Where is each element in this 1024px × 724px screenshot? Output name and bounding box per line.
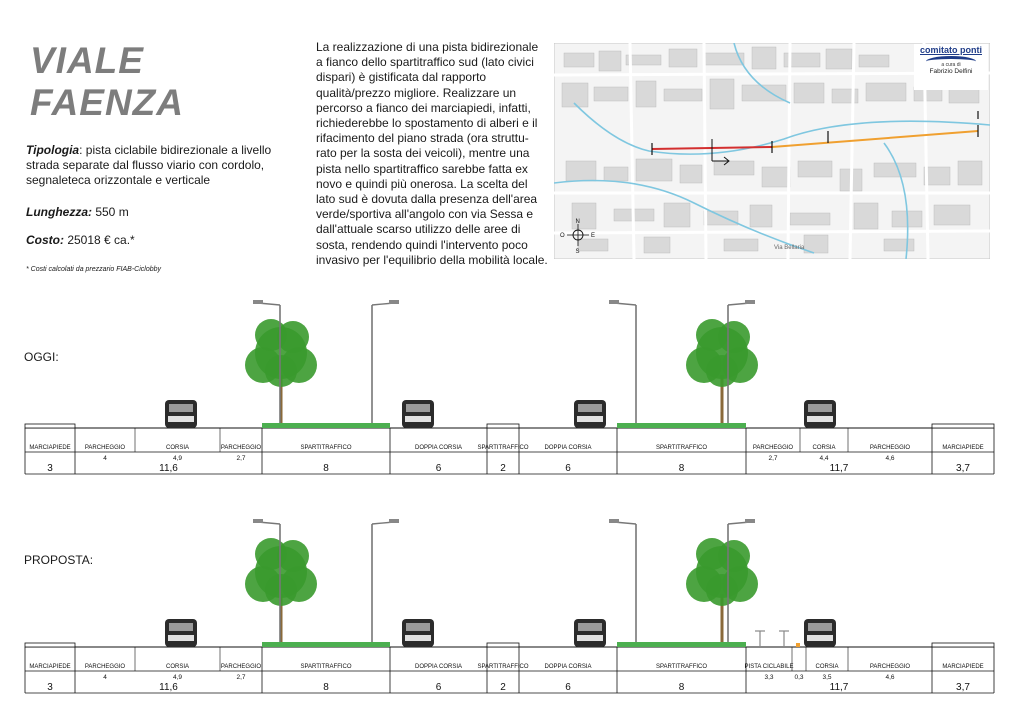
zone-label: DOPPIA CORSIA	[544, 445, 592, 451]
sidewalk-left	[25, 643, 75, 647]
car-windshield	[578, 623, 602, 631]
tree-foliage	[706, 574, 738, 606]
sub-label: PARCHEGGIO	[220, 664, 262, 670]
median-small	[487, 424, 519, 428]
sub-width: 3,5	[822, 674, 832, 681]
median-small	[487, 643, 519, 647]
car-grille	[807, 416, 833, 422]
tipologia-label: Tipologia	[26, 143, 80, 157]
car-windshield	[808, 623, 832, 631]
cost-footnote: * Costi calcolati da prezzario FIAB-Ciclobby	[26, 266, 161, 273]
zone-width: 3	[47, 682, 53, 693]
zone-label: DOPPIA CORSIA	[544, 664, 592, 670]
cross-section-drawing	[25, 519, 994, 693]
lunghezza-value: 550 m	[92, 205, 129, 219]
logo-arc	[926, 56, 976, 67]
sub-label: PARCHEGGIO	[752, 445, 794, 451]
car-windshield	[406, 623, 430, 631]
compass-n: N	[575, 219, 580, 225]
sub-label: CORSIA	[812, 445, 836, 451]
zone-label: MARCIAPIEDE	[942, 664, 984, 670]
car-windshield	[169, 404, 193, 412]
zone-label: DOPPIA CORSIA	[414, 445, 463, 451]
zone-width: 6	[435, 682, 442, 693]
section-proposta	[0, 519, 1024, 719]
zone-width: 2	[500, 682, 506, 693]
car-grille	[577, 635, 603, 641]
page-title	[30, 40, 184, 124]
sub-width: 4,9	[172, 674, 183, 681]
zone-label: SPARTITRAFFICO	[655, 664, 708, 670]
sub-label: CORSIA	[165, 445, 190, 451]
car-windshield	[406, 404, 430, 412]
sub-label: PARCHEGGIO	[869, 445, 911, 451]
sub-width: 2,7	[768, 455, 778, 462]
median-grass-left	[262, 423, 390, 428]
sub-width: 4,9	[172, 455, 183, 462]
costo-info	[26, 233, 135, 248]
median-grass-right	[617, 423, 746, 428]
section-label: PROPOSTA:	[24, 553, 94, 567]
section-oggi	[0, 300, 1024, 500]
sub-label: PARCHEGGIO	[869, 664, 911, 670]
lamp-head	[745, 519, 755, 523]
tree-foliage	[265, 574, 297, 606]
sub-width: 4	[103, 455, 107, 462]
costo-label: Costo:	[26, 233, 64, 247]
lunghezza-info	[26, 205, 129, 220]
sub-width: 2,7	[236, 674, 246, 681]
zone-label: SPARTITRAFFICO	[300, 445, 352, 451]
cross-section-diagram	[0, 519, 1024, 719]
logo-brand: comitato ponti	[920, 45, 982, 55]
sub-width: 2,7	[236, 455, 246, 462]
zone-width: 8	[678, 682, 685, 693]
tree-foliage	[277, 321, 309, 353]
compass-s: S	[575, 249, 580, 255]
sub-label: PISTA CICLABILE	[744, 664, 794, 670]
median-grass-left	[262, 642, 390, 647]
tree-foliage	[718, 540, 750, 572]
zone-width: 8	[678, 463, 685, 474]
lamp-head	[609, 519, 619, 523]
zone-width: 11,7	[829, 682, 849, 693]
zone-width: 11,6	[159, 463, 178, 474]
tree-foliage	[265, 355, 297, 387]
bike-lane-curb	[796, 643, 800, 647]
lamp-head	[253, 300, 263, 304]
zone-width: 11,6	[159, 682, 178, 693]
tree-foliage	[718, 321, 750, 353]
zone-label: MARCIAPIEDE	[29, 445, 71, 451]
zone-width: 11,7	[829, 463, 849, 474]
sidewalk-left	[25, 424, 75, 428]
sidewalk-right	[932, 643, 994, 647]
zone-width: 3	[47, 463, 53, 474]
sub-label: PARCHEGGIO	[220, 445, 262, 451]
lamp-head	[745, 300, 755, 304]
comitato-logo	[914, 44, 988, 90]
zone-width: 8	[323, 682, 329, 693]
sub-label: PARCHEGGIO	[84, 445, 126, 451]
zone-label: SPARTITRAFFICO	[477, 445, 529, 451]
car-windshield	[808, 404, 832, 412]
lamp-head	[609, 300, 619, 304]
sidewalk-right	[932, 424, 994, 428]
lamp-head	[253, 519, 263, 523]
car-grille	[405, 416, 431, 422]
map-street-label: Via Bellaria	[774, 245, 805, 251]
car-grille	[577, 416, 603, 422]
car-grille	[807, 635, 833, 641]
zone-label: SPARTITRAFFICO	[477, 664, 529, 670]
lamp-head	[389, 300, 399, 304]
sub-width: 4,6	[885, 674, 895, 681]
compass-e: E	[591, 233, 596, 239]
sub-label: CORSIA	[815, 664, 839, 670]
car-grille	[168, 635, 194, 641]
zone-label: SPARTITRAFFICO	[300, 664, 352, 670]
sub-width: 3,3	[764, 674, 774, 681]
median-grass-right	[617, 642, 746, 647]
sub-width: 4,4	[819, 455, 829, 462]
tipologia-text: : pista ciclabile bidirezionale a livello strada separate dal flusso viario con cordolo, segnaleteca orizzontale e verticale	[26, 143, 272, 187]
compass-o: O	[560, 233, 565, 239]
sub-width: 4	[103, 674, 107, 681]
lunghezza-label: Lunghezza:	[26, 205, 92, 219]
logo-cura: a cura di	[941, 62, 961, 68]
section-label: OGGI:	[24, 350, 59, 364]
cross-section-diagram	[0, 300, 1024, 500]
zone-width: 6	[435, 463, 442, 474]
lamp-head	[389, 519, 399, 523]
title-line-1: VIALE	[30, 40, 144, 81]
zone-width: 8	[323, 463, 329, 474]
title-line-2: FAENZA	[30, 82, 184, 123]
car-grille	[168, 416, 194, 422]
zone-width: 2	[500, 463, 506, 474]
car-windshield	[578, 404, 602, 412]
zone-label: MARCIAPIEDE	[29, 664, 71, 670]
zone-width: 6	[565, 463, 571, 474]
sub-label: PARCHEGGIO	[84, 664, 126, 670]
zone-label: DOPPIA CORSIA	[414, 664, 463, 670]
zone-width: 3,7	[956, 463, 970, 474]
sub-width: 4,6	[885, 455, 895, 462]
zone-width: 3,7	[956, 682, 970, 693]
car-windshield	[169, 623, 193, 631]
car-grille	[405, 635, 431, 641]
zone-width: 6	[565, 682, 571, 693]
tree-foliage	[277, 540, 309, 572]
zone-label: SPARTITRAFFICO	[655, 445, 708, 451]
sub-width: 0,3	[794, 674, 804, 681]
tree-foliage	[706, 355, 738, 387]
project-description: La realizzazione di una pista bidirezionale a fianco dello spartitraffico sud (lato civici dispari) è gistificata dal rapporto qualità/prezzo migliore. Realizzare un percorso a fianco dei marciapiedi, infatti, richiederebbe lo spostamento di alberi e il rifacimento del piano strada (ora struttu-rato per la sosta dei veicoli), mentre una pista nello spartitraffico sarebbe fatta ex novo e quindi più onerosa. La scelta del lato sud è dovuta dalla presenza dell'area verde/sportiva all'angolo con via Sessa e dall'attuale scarso utilizzo delle aree di sosta, rendendo quindi l'intervento poco invasivo per l'equilibrio della mobilità locale.	[316, 40, 548, 267]
tipologia-info	[26, 143, 276, 188]
cross-section-drawing	[25, 300, 994, 474]
costo-value: 25018 € ca.*	[64, 233, 135, 247]
sub-label: CORSIA	[165, 664, 190, 670]
logo-author: Fabrizio Delfini	[929, 68, 973, 75]
zone-label: MARCIAPIEDE	[942, 445, 984, 451]
